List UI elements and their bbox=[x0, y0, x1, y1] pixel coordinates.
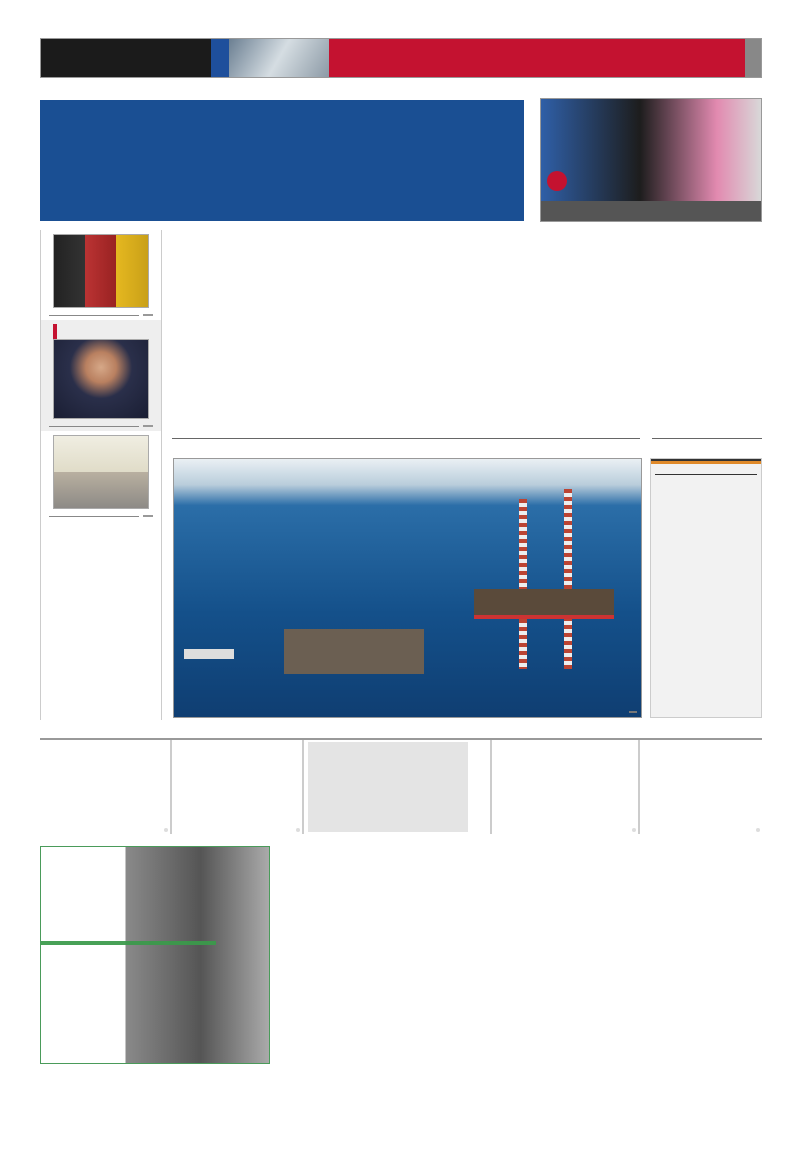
rig-tower bbox=[519, 499, 527, 669]
masthead[interactable] bbox=[40, 100, 524, 221]
page-tag bbox=[143, 314, 153, 316]
opinion-article[interactable] bbox=[650, 458, 762, 718]
teaser-item[interactable] bbox=[640, 740, 762, 834]
election-label bbox=[41, 39, 211, 77]
ad-candidate-name bbox=[41, 941, 216, 945]
rig-tower bbox=[564, 489, 572, 669]
rig-deck bbox=[474, 589, 614, 619]
page-tag bbox=[756, 828, 760, 832]
left-story-3[interactable] bbox=[41, 431, 161, 521]
left-story-1[interactable] bbox=[41, 230, 161, 320]
teaser-item[interactable] bbox=[490, 740, 640, 834]
page-tag bbox=[143, 425, 153, 427]
page-tag bbox=[296, 828, 300, 832]
story-photo bbox=[53, 234, 149, 308]
election-banner[interactable] bbox=[40, 38, 762, 78]
oil-story[interactable] bbox=[173, 458, 642, 718]
sport-pages bbox=[547, 171, 567, 191]
teaser-item[interactable] bbox=[40, 740, 172, 834]
ad-geronikolos[interactable] bbox=[40, 846, 270, 1064]
story-photo bbox=[53, 435, 149, 509]
left-column bbox=[40, 230, 162, 720]
page-tag bbox=[655, 474, 757, 481]
teaser-item[interactable] bbox=[172, 740, 304, 834]
freeday-badge bbox=[49, 324, 153, 339]
opinion-label bbox=[651, 459, 761, 464]
sport-teaser[interactable] bbox=[540, 98, 762, 222]
ballot-photo bbox=[229, 39, 329, 77]
page-tag bbox=[629, 711, 637, 713]
page-tag bbox=[164, 828, 168, 832]
lead-page-ref bbox=[172, 438, 762, 439]
page-tag bbox=[632, 828, 636, 832]
teaser-row bbox=[40, 738, 762, 834]
election-year bbox=[211, 39, 229, 77]
left-story-2[interactable] bbox=[41, 320, 161, 431]
page-tag bbox=[143, 515, 153, 517]
election-pages bbox=[745, 39, 761, 77]
election-headline[interactable] bbox=[329, 39, 745, 77]
platform bbox=[284, 629, 424, 674]
teaser-item-featured[interactable] bbox=[308, 742, 468, 832]
story-photo bbox=[53, 339, 149, 419]
sport-bar[interactable] bbox=[541, 201, 761, 221]
sport-photo bbox=[541, 99, 761, 201]
ship bbox=[184, 649, 234, 659]
